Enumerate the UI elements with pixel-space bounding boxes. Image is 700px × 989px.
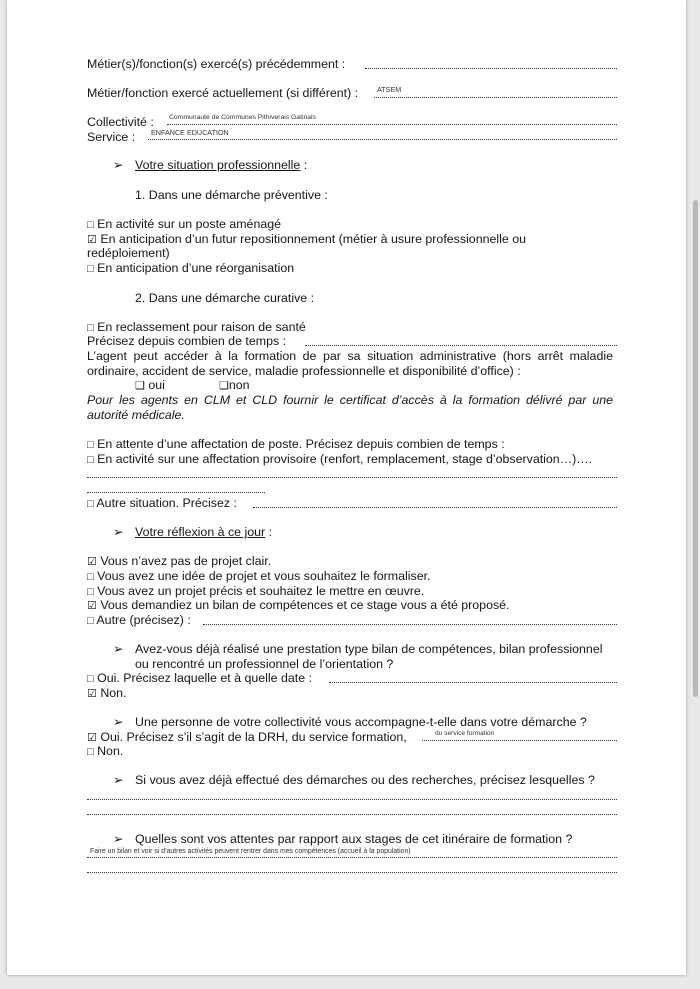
checkbox-checked-icon[interactable]: ☑ [87, 688, 97, 700]
preventive-option-1[interactable] [87, 217, 281, 233]
option-label: Vous demandiez un bilan de compétences et ce stage vous a été proposé. [100, 598, 510, 612]
curative-option-2[interactable] [87, 437, 505, 453]
question-demarches [113, 773, 595, 788]
curative-option-4[interactable] [87, 496, 237, 512]
option-label: Oui. Précisez laquelle et à quelle date : [97, 671, 313, 685]
question-accompagnement [113, 715, 587, 730]
curative-title: 2. Dans une démarche curative : [135, 291, 315, 305]
q1-oui-option[interactable] [87, 671, 312, 687]
option-label: Autre situation. Précisez : [96, 496, 237, 510]
service-field[interactable] [148, 139, 617, 140]
depuis-label: Précisez depuis combien de temps : [87, 334, 287, 348]
checkbox-empty-icon[interactable]: □ [87, 571, 94, 583]
service-label: Service : [87, 130, 136, 144]
q4-value: Faire un bilan et voir si d’autres activités peuvent rentrer dans mes compétences (accueil à la population) [90, 848, 411, 855]
option-label: Non. [97, 744, 124, 758]
scrollbar[interactable] [693, 200, 698, 697]
option-label: En activité sur une affectation provisoire (renfort, remplacement, stage d’observation…)…. [97, 452, 593, 466]
q2-oui-option[interactable] [87, 730, 407, 746]
option-label: En activité sur un poste aménagé [97, 217, 282, 231]
question-attentes [113, 832, 572, 847]
reflexion-option-5[interactable] [87, 613, 191, 629]
checkbox-checked-icon[interactable]: ☑ [87, 600, 97, 612]
checkbox-empty-icon[interactable]: □ [87, 454, 94, 466]
provisoire-field-line-1[interactable] [87, 477, 617, 478]
checkbox-empty-icon[interactable]: □ [87, 498, 94, 510]
arrow-icon: ➢ [113, 773, 124, 787]
q3-field-line-2[interactable] [87, 814, 617, 815]
option-label: oui [148, 378, 165, 392]
option-label: Vous avez une idée de projet et vous souhaitez le formaliser. [97, 569, 431, 583]
checkbox-empty-icon[interactable]: □ [87, 746, 94, 758]
collectivite-label: Collectivité : [87, 115, 154, 129]
checkbox-empty-icon[interactable]: □ [87, 586, 94, 598]
document-page [7, 0, 686, 975]
collectivite-value: Communauté de Communes Pithiverais Gatinais [169, 114, 316, 121]
option-label: En attente d’une affectation de poste. Précisez depuis combien de temps : [97, 437, 505, 451]
q1-non-option[interactable] [87, 686, 127, 702]
q3-field-line-1[interactable] [87, 799, 617, 800]
checkbox-empty-icon[interactable]: □ [87, 673, 94, 685]
option-label: Vous avez un projet précis et souhaitez le mettre en œuvre. [97, 584, 425, 598]
reflexion-option-4[interactable] [87, 598, 510, 614]
provisoire-field-line-2[interactable] [87, 492, 265, 493]
q2-non-option[interactable] [87, 744, 123, 760]
question-text: Si vous avez déjà effectué des démarches ou des recherches, précisez lesquelles ? [135, 773, 595, 787]
q4-field-line-1[interactable] [87, 857, 617, 858]
metier-actuel-label: Métier/fonction exercé actuellement (si différent) : [87, 86, 359, 100]
option-label: Non. [100, 686, 127, 700]
checkbox-empty-icon[interactable]: □ [87, 615, 94, 627]
acces-text: L’agent peut accéder à la formation de par sa situation administrative (hors arrêt maladie ordinaire, accident de service, maladie professionnelle et disponibilité d’office) : [87, 349, 613, 378]
collectivite-field[interactable] [167, 124, 617, 125]
situation-heading [113, 158, 307, 173]
q1-field[interactable] [329, 682, 617, 683]
q4-field-line-2[interactable] [87, 872, 617, 873]
arrow-icon: ➢ [113, 525, 124, 539]
checkbox-checked-icon[interactable]: ☑ [87, 234, 97, 246]
reflexion-title: Votre réflexion à ce jour [135, 525, 266, 539]
checkbox-empty-icon[interactable]: □ [87, 322, 94, 334]
option-label: Oui. Précisez s’il s’agit de la DRH, du service formation, [100, 730, 407, 744]
option-label: En anticipation d’une réorganisation [97, 261, 295, 275]
question-bilan [113, 642, 602, 657]
colon: : [265, 525, 273, 539]
arrow-icon: ➢ [113, 832, 124, 846]
option-label: En reclassement pour raison de santé [97, 320, 306, 334]
checkbox-empty-icon[interactable]: ❑ [135, 380, 145, 392]
checkbox-empty-icon[interactable]: □ [87, 439, 94, 451]
reflexion-option-1[interactable] [87, 554, 271, 570]
metier-precedent-label: Métier(s)/fonction(s) exercé(s) précédemment : [87, 57, 346, 71]
option-label: Vous n’avez pas de projet clair. [100, 554, 272, 568]
checkbox-empty-icon[interactable]: □ [87, 263, 94, 275]
option-label: Autre (précisez) : [96, 613, 191, 627]
preventive-option-3[interactable] [87, 261, 294, 277]
question-text: Quelles sont vos attentes par rapport aux stages de cet itinéraire de formation ? [135, 832, 573, 846]
checkbox-checked-icon[interactable]: ☑ [87, 732, 97, 744]
arrow-icon: ➢ [113, 642, 124, 656]
curative-option-3[interactable] [87, 452, 592, 468]
option-label: non [228, 378, 250, 392]
preventive-option-2-continued: redéploiement) [87, 246, 170, 260]
non-option[interactable] [219, 378, 250, 394]
q2-field[interactable] [422, 740, 617, 741]
question-text: Une personne de votre collectivité vous accompagne-t-elle dans votre démarche ? [135, 715, 587, 729]
metier-actuel-field[interactable] [374, 97, 617, 98]
depuis-field[interactable] [305, 345, 617, 346]
colon: : [300, 158, 308, 172]
metier-actuel-value: ATSEM [377, 85, 402, 94]
service-value: ENFANCE EDUCATION [151, 128, 229, 137]
arrow-icon: ➢ [113, 158, 124, 172]
reflexion-heading [113, 525, 272, 540]
oui-option[interactable] [135, 378, 165, 394]
arrow-icon: ➢ [113, 715, 124, 729]
q2-value: du service formation [435, 730, 495, 737]
question-text: Avez-vous déjà réalisé une prestation type bilan de compétences, bilan professionnel [135, 642, 603, 656]
autre-field[interactable] [203, 624, 617, 625]
situation-title: Votre situation professionnelle [135, 158, 301, 172]
preventive-title: 1. Dans une démarche préventive : [135, 188, 328, 202]
option-label: En anticipation d’un futur repositionnement (métier à usure professionnelle ou [100, 232, 526, 246]
autre-situation-field[interactable] [253, 507, 617, 508]
question-bilan-continued: ou rencontré un professionnel de l’orientation ? [135, 657, 394, 671]
checkbox-empty-icon[interactable]: ❑ [219, 380, 229, 392]
metier-precedent-field[interactable] [365, 68, 617, 69]
checkbox-empty-icon[interactable]: □ [87, 219, 94, 231]
reflexion-option-2[interactable] [87, 569, 430, 585]
clm-note: Pour les agents en CLM et CLD fournir le certificat d’accès à la formation délivré par une autorité médicale. [87, 393, 613, 422]
checkbox-checked-icon[interactable]: ☑ [87, 556, 97, 568]
